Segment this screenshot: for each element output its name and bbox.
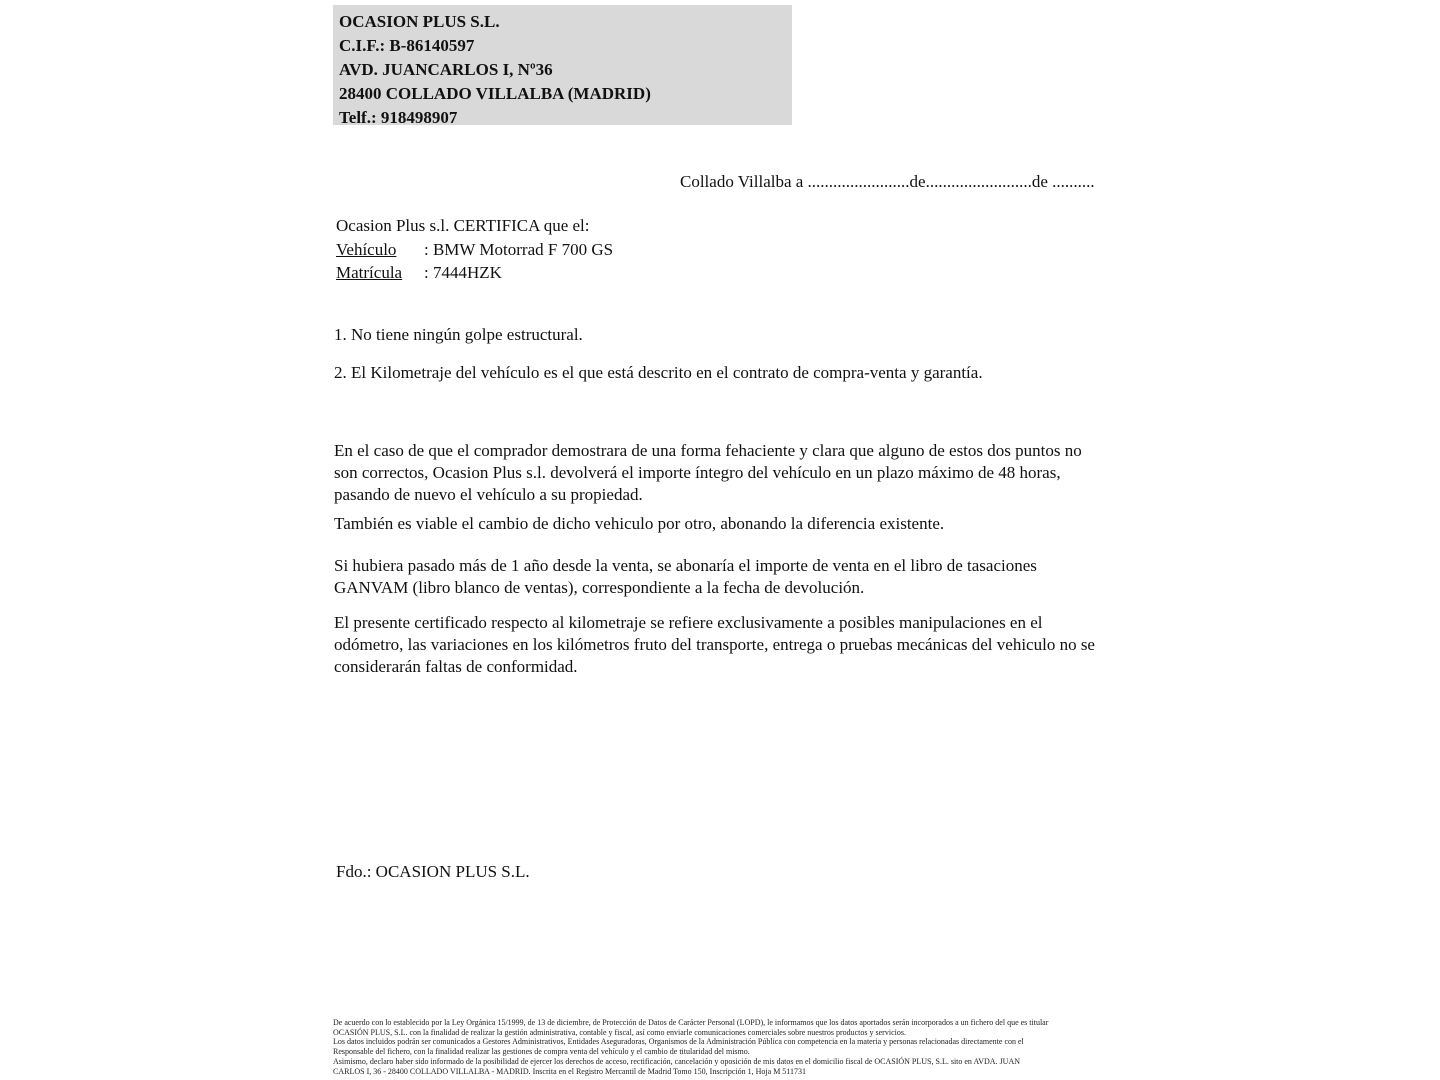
company-header-block <box>333 5 792 125</box>
odometer-clause-paragraph: El presente certificado respecto al kilometraje se refiere exclusivamente a posibles manipulaciones en el odómetro, las variaciones en los kilómetros fruto del transporte, entrega o pruebas mecánicas del vehiculo no se considerarán faltas de conformidad. <box>334 613 1095 676</box>
legal-footer-line-5: Asimismo, declaro haber sido informado de la posibilidad de ejercer los derechos de acceso, rectificación, cancelación y oposición de mis datos en el domicilio fiscal de OCASIÓN PLUS, S.L. sito en AVDA. JUAN <box>333 1056 1021 1066</box>
exchange-clause-paragraph: También es viable el cambio de dicho vehiculo por otro, abonando la diferencia existente. <box>334 514 945 533</box>
company-city: 28400 COLLADO VILLALBA (MADRID) <box>339 84 651 103</box>
company-phone: Telf.: 918498907 <box>339 108 458 127</box>
legal-footer-line-4: Responsable del fichero, con la finalidad realizar las gestiones de compra venta del vehículo y el cambio de titularidad del mismo. <box>333 1047 750 1057</box>
legal-footer-line-2: OCASIÓN PLUS, S.L. con la finalidad de realizar la gestión administrativa, contable y fiscal, así como enviarle comunicaciones comerciales sobre nuestros productos y servicios. <box>333 1027 906 1037</box>
legal-footer-line-3: Los datos incluidos podrán ser comunicados a Gestores Administrativos, Entidades Aseguradoras, Organismos de la Administración Pública con competencia en la materia y personas relacionadas directamente con el <box>333 1037 1024 1047</box>
plate-field-value: : 7444HZK <box>424 263 502 282</box>
signature-line: Fdo.: OCASION PLUS S.L. <box>336 862 530 881</box>
legal-footer-line-1: De acuerdo con lo establecido por la Ley Orgánica 15/1999, de 13 de diciembre, de Protección de Datos de Carácter Personal (LOPD), le informamos que los datos aportados serán incorporados a un fichero del que es titular <box>333 1018 1049 1027</box>
certify-intro-line: Ocasion Plus s.l. CERTIFICA que el: <box>336 216 590 235</box>
company-address: AVD. JUANCARLOS I, Nº36 <box>339 60 553 79</box>
certified-item-2: 2. El Kilometraje del vehículo es el que está descrito en el contrato de compra-venta y garantía. <box>334 363 983 382</box>
vehicle-field-label: Vehículo <box>336 240 397 259</box>
legal-footer-block <box>333 1018 1123 1076</box>
company-cif: C.I.F.: B-86140597 <box>339 36 475 55</box>
refund-clause-paragraph: En el caso de que el comprador demostrara de una forma fehaciente y clara que alguno de estos dos puntos no son correctos, Ocasion Plus s.l. devolverá el importe íntegro del vehículo en un plazo máximo de 48 horas, pasando de nuevo el vehículo a su propiedad. <box>334 441 1082 504</box>
certified-item-1: 1. No tiene ningún golpe estructural. <box>334 325 583 344</box>
ganvam-clause-paragraph: Si hubiera pasado más de 1 año desde la venta, se abonaría el importe de venta en el libro de tasaciones GANVAM (libro blanco de ventas), correspondiente a la fecha de devolución. <box>334 556 1037 597</box>
plate-field-label: Matrícula <box>336 263 403 282</box>
legal-footer-line-6: CARLOS I, 36 - 28400 COLLADO VILLALBA - MADRID. Inscrita en el Registro Mercantil de Madrid Tomo 150, Inscripción 1, Hoja M 511731 <box>333 1066 807 1076</box>
vehicle-field-line <box>336 240 613 260</box>
company-name: OCASION PLUS S.L. <box>339 12 500 31</box>
date-fill-in-line: Collado Villalba a ........................de.........................de .......... <box>680 172 1095 191</box>
vehicle-field-value: : BMW Motorrad F 700 GS <box>424 240 614 259</box>
plate-field-line <box>336 263 502 283</box>
